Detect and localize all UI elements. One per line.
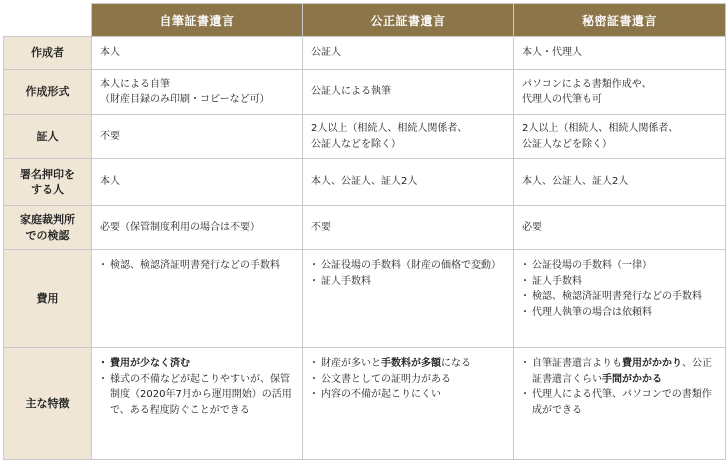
- bullet-list: [522, 258, 717, 320]
- cell-line: 2人以上（相続人、相続人関係者、: [311, 123, 468, 134]
- row-label-court-probate: [4, 206, 92, 250]
- list-item: ・ 様式の不備などが起こりやすいが、保管制度（2020年7月から運用開始）の活用で、ある程度防ぐことができる: [100, 372, 294, 419]
- cell-line: 代理人の代筆も可: [522, 94, 602, 105]
- header-holographic-will: 自筆証書遺言: [92, 4, 303, 37]
- text-segment: 、公正証書遺言くらい: [532, 358, 712, 385]
- table-cell: 本人、公証人、証人2人: [514, 159, 726, 206]
- bullet-list: [311, 258, 505, 289]
- bullet-list: [100, 356, 294, 418]
- table-cell: 本人・代理人: [514, 37, 726, 70]
- table-row: [4, 159, 726, 206]
- row-label-line: 署名押印を: [20, 167, 75, 181]
- table-cell: [303, 348, 514, 460]
- table-cell: [514, 115, 726, 159]
- list-item: ・ 検認、検認済証明書発行などの手数料: [100, 258, 294, 274]
- table-row: [4, 37, 726, 70]
- list-item: [522, 356, 717, 387]
- bullet-list: [522, 356, 717, 418]
- cell-line: 公証人などを除く）: [522, 138, 612, 150]
- table-row: [4, 250, 726, 348]
- list-item: ・ 内容の不備が起こりにくい: [311, 387, 505, 403]
- table-cell: 必要（保管制度利用の場合は不要）: [92, 206, 303, 250]
- table-cell: [92, 250, 303, 348]
- row-label-line: 家庭裁判所: [20, 213, 75, 227]
- text-segment: 財産が多いと: [321, 358, 381, 369]
- list-item: ・ 検認、検認済証明書発行などの手数料: [522, 289, 717, 305]
- header-corner: [4, 4, 92, 37]
- table-cell: 公証人による執筆: [303, 70, 514, 115]
- table-cell: [303, 250, 514, 348]
- table-row: [4, 115, 726, 159]
- table-cell: [514, 348, 726, 460]
- table-cell: [514, 250, 726, 348]
- table-cell: 公証人: [303, 37, 514, 70]
- list-item: ・ 公文書としての証明力がある: [311, 372, 505, 388]
- emphasis-text: 費用がかかり: [622, 358, 682, 369]
- table-cell: 不要: [303, 206, 514, 250]
- table-row: [4, 348, 726, 460]
- cell-line: 2人以上（相続人、相続人関係者、: [522, 123, 679, 134]
- bullet-list: [100, 258, 294, 274]
- list-item: ・ 費用が少なく済む: [100, 356, 294, 372]
- table-cell: [514, 70, 726, 115]
- bullet-list: [311, 356, 505, 403]
- table-cell: 本人: [92, 159, 303, 206]
- row-label-features: 主な特徴: [4, 348, 92, 460]
- text-segment: になる: [441, 358, 471, 369]
- will-comparison-table: [3, 3, 726, 460]
- table-row: [4, 206, 726, 250]
- table-cell: [92, 348, 303, 460]
- row-label-author: 作成者: [4, 37, 92, 70]
- list-item: ・ 代理人による代筆、パソコンでの書類作成ができる: [522, 387, 717, 418]
- list-item: ・ 代理人執筆の場合は依頼料: [522, 305, 717, 321]
- table-cell: 必要: [514, 206, 726, 250]
- table-cell: 本人: [92, 37, 303, 70]
- list-item: [311, 356, 505, 372]
- emphasis-text: 手間がかかる: [602, 373, 662, 385]
- row-label-line: での検認: [25, 228, 70, 242]
- list-item: ・ 公証役場の手数料（財産の価格で変動）: [311, 258, 505, 274]
- table-cell: 不要: [92, 115, 303, 159]
- row-label-cost: 費用: [4, 250, 92, 348]
- header-secret-will: 秘密証書遺言: [514, 4, 726, 37]
- row-label-format: 作成形式: [4, 70, 92, 115]
- cell-line: （財産目録のみ印刷・コピーなど可）: [100, 94, 270, 105]
- text-segment: 自筆証書遺言よりも: [532, 358, 622, 369]
- cell-line: パソコンによる書類作成や、: [522, 78, 652, 90]
- cell-line: 本人による自筆: [100, 78, 170, 90]
- emphasis-text: 手数料が多額: [381, 358, 441, 369]
- header-notarial-will: 公正証書遺言: [303, 4, 514, 37]
- list-item: ・ 公証役場の手数料（一律）: [522, 258, 717, 274]
- list-item: ・ 証人手数料: [311, 274, 505, 290]
- cell-line: 公証人などを除く）: [311, 138, 401, 150]
- table-header-row: [4, 4, 726, 37]
- table-cell: [92, 70, 303, 115]
- table-row: [4, 70, 726, 115]
- table-cell: 本人、公証人、証人2人: [303, 159, 514, 206]
- row-label-witness: 証人: [4, 115, 92, 159]
- row-label-signer: [4, 159, 92, 206]
- list-item: ・ 証人手数料: [522, 274, 717, 290]
- row-label-line: する人: [31, 183, 64, 196]
- table-cell: [303, 115, 514, 159]
